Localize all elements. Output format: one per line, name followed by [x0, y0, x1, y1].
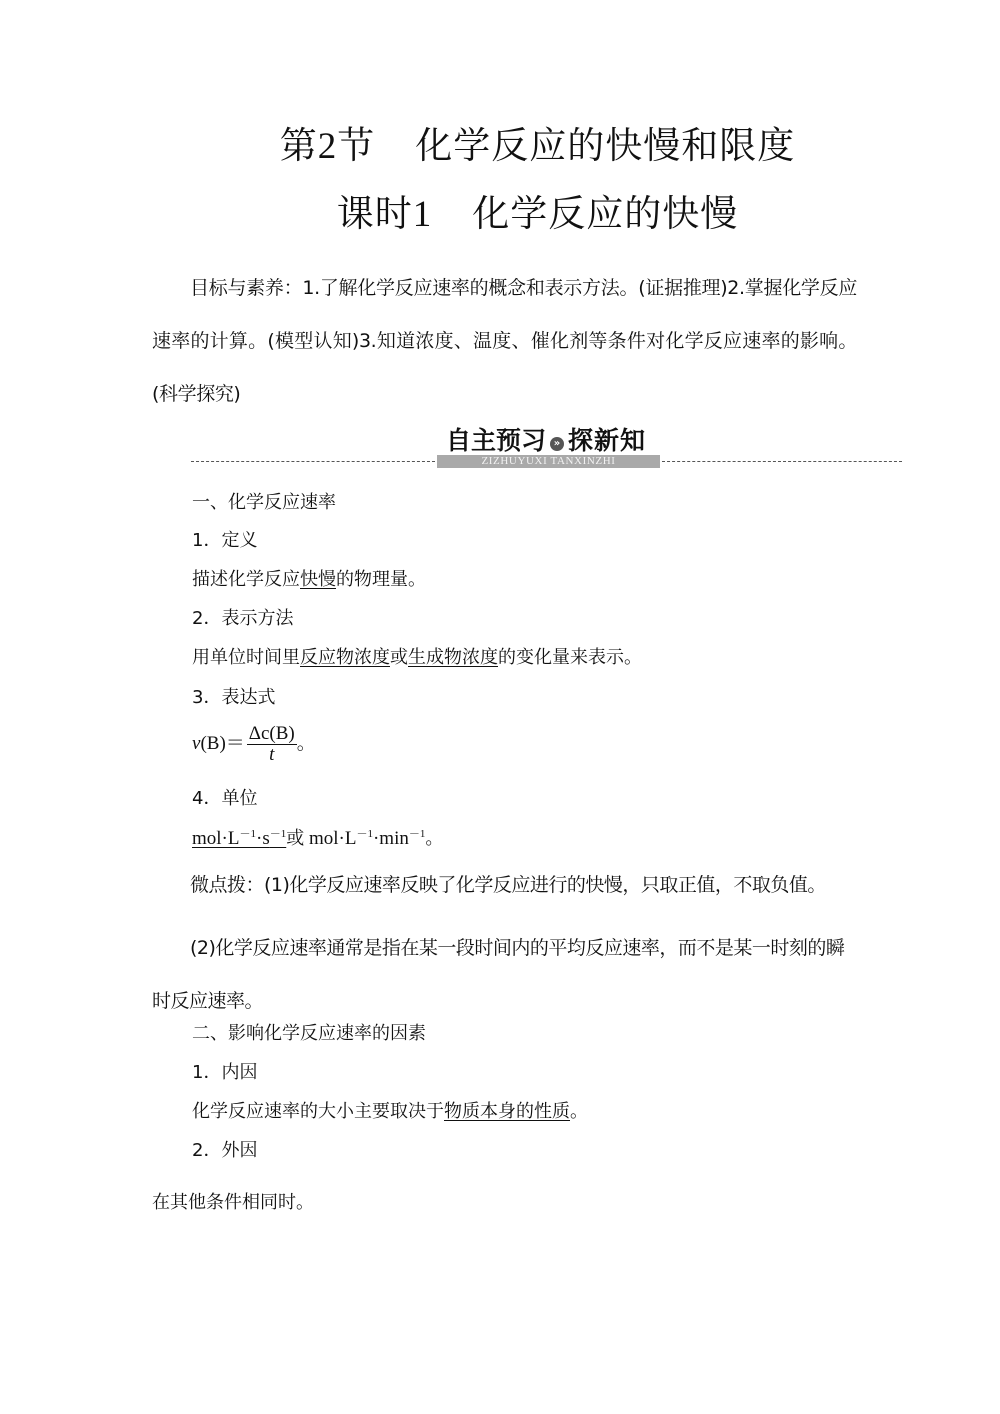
text: 或 [286, 828, 305, 849]
item-title-definition: 1．定义 [192, 530, 258, 551]
rate-formula [192, 724, 316, 765]
text: 用单位时间里 [192, 647, 300, 668]
section-title [0, 120, 1000, 173]
banner-left-text: 自主预习 [446, 426, 547, 455]
item-title-external: 2．外因 [192, 1140, 258, 1161]
item-title-internal: 1．内因 [192, 1062, 258, 1083]
definition-text [192, 567, 426, 593]
answer-underline: 快慢 [300, 569, 336, 590]
section-heading-1: 一、化学反应速率 [192, 492, 336, 513]
text: 描述化学反应 [192, 569, 300, 590]
tip-line-2: (2)化学反应速率通常是指在某一段时间内的平均反应速率，而不是某一时刻的瞬时反应速率。 [152, 937, 845, 1012]
closing-text: 在其他条件相同时。 [152, 1192, 314, 1213]
answer-underline: $mol\cdot L^{-1}\cdot s^{-1}$ [192, 828, 287, 849]
answer-underline: 反应物浓度 [300, 647, 390, 668]
item-title-representation: 2．表示方法 [192, 608, 294, 629]
internal-text [192, 1099, 588, 1125]
formula-end: 。 [296, 733, 316, 754]
tip-line-1 [190, 872, 826, 898]
item-title-unit: 4．单位 [192, 788, 258, 809]
answer-underline: 物质本身的性质 [444, 1101, 570, 1122]
answer-underline: 生成物浓度 [408, 647, 498, 668]
text: 的变化量来表示。 [498, 647, 642, 668]
section-title-text: 化学反应的快慢和限度 [415, 124, 796, 167]
text: 化学反应速率的大小主要取决于 [192, 1101, 444, 1122]
formula-fraction [247, 724, 297, 765]
lesson-label: 课时 [336, 192, 413, 235]
formula-lhs-arg: (B) [200, 733, 226, 754]
formula-lhs: v [192, 733, 201, 754]
tip-label: 微点拨： [190, 874, 265, 896]
section-heading-2: 二、影响化学反应速率的因素 [192, 1023, 426, 1044]
tip-text-1: (1)化学反应速率反映了化学反应进行的快慢，只取正值，不取负值。 [264, 874, 826, 896]
banner-subtitle: ZIZHUYUXI TANXINZHI [437, 455, 660, 468]
item-title-expression: 3．表达式 [192, 687, 276, 708]
goals-paragraph [152, 262, 857, 421]
goals-text: 1.了解化学反应速率的概念和表示方法。(证据推理)2.掌握化学反应速率的计算。(模型认知)3.知道浓度、温度、催化剂等条件对化学反应速率的影响。(科学探究) [152, 277, 857, 405]
section-number: 2 [317, 126, 338, 167]
section-suffix: 节 [337, 124, 376, 167]
banner-divider-right [662, 461, 902, 462]
section-label: 第 [279, 124, 318, 167]
text: 。 [425, 828, 444, 849]
chevron-right-icon: » [550, 437, 564, 451]
text: 或 [390, 647, 408, 668]
lesson-title-text: 化学反应的快慢 [472, 192, 739, 235]
formula-numerator: Δc(B) [248, 723, 295, 744]
formula-denominator: t [269, 744, 275, 765]
lesson-title [0, 188, 1000, 241]
text: 。 [570, 1101, 588, 1122]
text: 的物理量。 [336, 569, 426, 590]
formula-equals: ＝ [225, 733, 245, 754]
unit-alt: $mol\cdot L^{-1}\cdot\min^{-1}$ [304, 828, 426, 849]
section-banner-title [446, 425, 646, 457]
lesson-number: 1 [412, 194, 433, 235]
banner-divider-left [191, 461, 435, 462]
representation-text [192, 645, 642, 671]
unit-text [192, 826, 443, 852]
banner-right-text: 探新知 [568, 426, 647, 455]
goals-label: 目标与素养： [190, 277, 303, 299]
